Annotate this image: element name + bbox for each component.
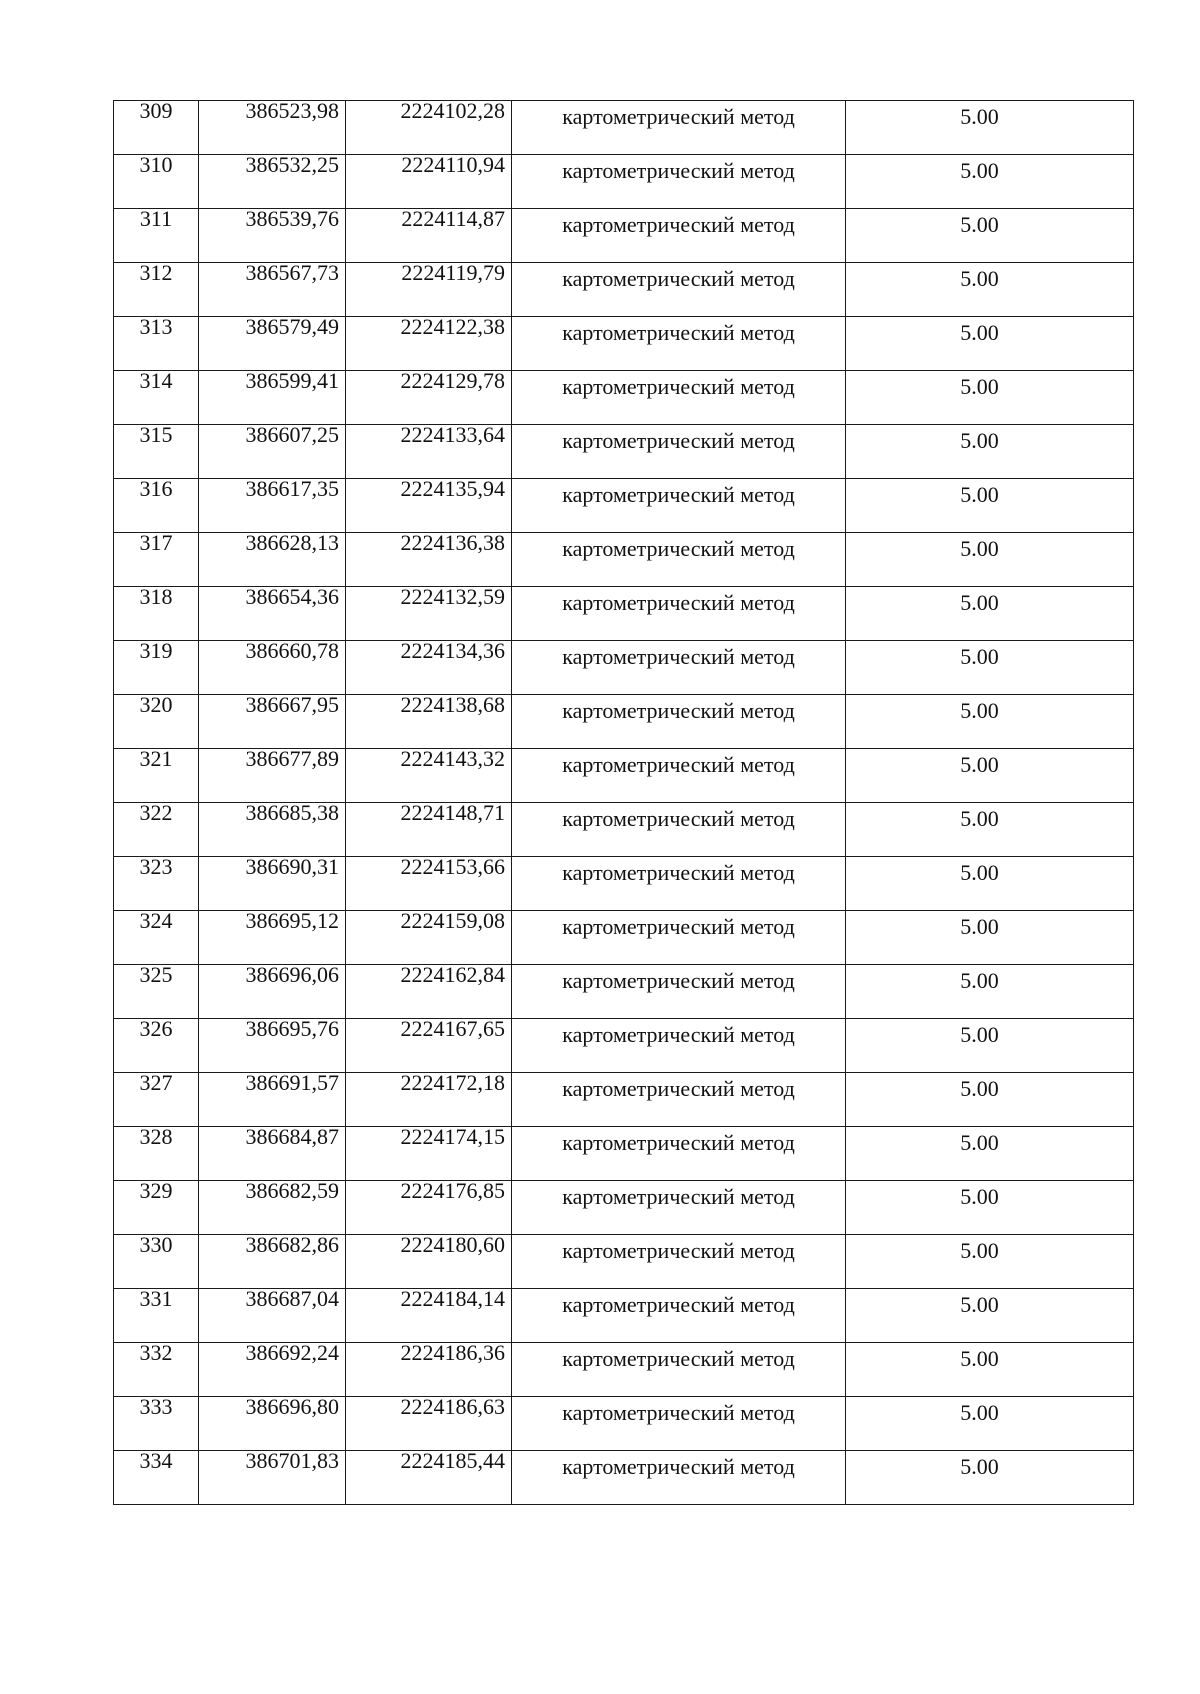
accuracy-value: 5.00: [960, 536, 999, 561]
accuracy-value: 5.00: [960, 1184, 999, 1209]
point-number: 309: [139, 100, 173, 123]
y-coordinate-cell: [346, 1343, 512, 1397]
method-cell: [512, 587, 846, 641]
point-number-cell: [114, 1127, 199, 1181]
y-coordinate-cell: [346, 1235, 512, 1289]
accuracy-cell: [846, 1289, 1134, 1343]
accuracy-cell: [846, 749, 1134, 803]
method-text: картометрический метод: [562, 860, 795, 885]
point-number-cell: [114, 695, 199, 749]
method-text: картометрический метод: [562, 158, 795, 183]
x-coordinate: 386607,25: [245, 424, 339, 447]
point-number-cell: [114, 641, 199, 695]
table-row: [114, 533, 1134, 587]
point-number-cell: [114, 1235, 199, 1289]
y-coordinate: 2224119,79: [401, 262, 505, 285]
y-coordinate-cell: [346, 533, 512, 587]
y-coordinate: 2224133,64: [400, 424, 505, 447]
method-text: картометрический метод: [562, 536, 795, 561]
x-coordinate: 386660,78: [245, 640, 339, 663]
accuracy-cell: [846, 857, 1134, 911]
y-coordinate-cell: [346, 587, 512, 641]
table-row: [114, 965, 1134, 1019]
accuracy-cell: [846, 803, 1134, 857]
y-coordinate-cell: [346, 209, 512, 263]
x-coordinate: 386532,25: [245, 154, 339, 177]
accuracy-value: 5.00: [960, 374, 999, 399]
table-row: [114, 209, 1134, 263]
method-text: картометрический метод: [562, 428, 795, 453]
x-coordinate: 386690,31: [245, 856, 339, 879]
x-coordinate-cell: [199, 263, 346, 317]
accuracy-value: 5.00: [960, 320, 999, 345]
y-coordinate: 2224184,14: [400, 1288, 505, 1311]
method-cell: [512, 479, 846, 533]
x-coordinate-cell: [199, 965, 346, 1019]
x-coordinate: 386695,76: [245, 1018, 339, 1041]
x-coordinate: 386667,95: [245, 694, 339, 717]
y-coordinate: 2224148,71: [400, 802, 505, 825]
y-coordinate: 2224159,08: [400, 910, 505, 933]
y-coordinate: 2224180,60: [400, 1234, 505, 1257]
method-text: картометрический метод: [562, 1292, 795, 1317]
point-number-cell: [114, 1451, 199, 1505]
x-coordinate-cell: [199, 425, 346, 479]
point-number-cell: [114, 965, 199, 1019]
x-coordinate-cell: [199, 533, 346, 587]
table-row: [114, 101, 1134, 155]
point-number-cell: [114, 1181, 199, 1235]
point-number: 324: [139, 910, 173, 933]
accuracy-value: 5.00: [960, 590, 999, 615]
point-number: 326: [139, 1018, 173, 1041]
accuracy-cell: [846, 479, 1134, 533]
table-row: [114, 803, 1134, 857]
table-row: [114, 1235, 1134, 1289]
y-coordinate: 2224186,36: [400, 1342, 505, 1365]
y-coordinate: 2224134,36: [400, 640, 505, 663]
x-coordinate-cell: [199, 1289, 346, 1343]
table-row: [114, 263, 1134, 317]
x-coordinate-cell: [199, 371, 346, 425]
y-coordinate: 2224162,84: [400, 964, 505, 987]
x-coordinate-cell: [199, 155, 346, 209]
x-coordinate: 386654,36: [245, 586, 339, 609]
accuracy-cell: [846, 1127, 1134, 1181]
y-coordinate-cell: [346, 1073, 512, 1127]
y-coordinate: 2224186,63: [400, 1396, 505, 1419]
table-row: [114, 857, 1134, 911]
y-coordinate: 2224135,94: [400, 478, 505, 501]
table-row: [114, 695, 1134, 749]
x-coordinate-cell: [199, 1451, 346, 1505]
coordinates-table: [113, 100, 1134, 1505]
point-number-cell: [114, 911, 199, 965]
y-coordinate: 2224172,18: [400, 1072, 505, 1095]
method-cell: [512, 965, 846, 1019]
point-number: 310: [139, 154, 173, 177]
method-cell: [512, 749, 846, 803]
method-cell: [512, 1343, 846, 1397]
y-coordinate-cell: [346, 1451, 512, 1505]
point-number: 320: [139, 694, 173, 717]
accuracy-value: 5.00: [960, 1346, 999, 1371]
method-text: картометрический метод: [562, 1238, 795, 1263]
method-cell: [512, 1073, 846, 1127]
point-number: 311: [139, 208, 173, 231]
x-coordinate: 386599,41: [245, 370, 339, 393]
y-coordinate: 2224122,38: [400, 316, 505, 339]
y-coordinate: 2224114,87: [401, 208, 505, 231]
table-row: [114, 425, 1134, 479]
table-row: [114, 749, 1134, 803]
accuracy-cell: [846, 209, 1134, 263]
method-cell: [512, 425, 846, 479]
table-row: [114, 1073, 1134, 1127]
y-coordinate-cell: [346, 371, 512, 425]
method-cell: [512, 101, 846, 155]
x-coordinate: 386696,80: [245, 1396, 339, 1419]
x-coordinate: 386567,73: [245, 262, 339, 285]
method-cell: [512, 1235, 846, 1289]
x-coordinate-cell: [199, 641, 346, 695]
point-number: 321: [139, 748, 173, 771]
y-coordinate-cell: [346, 965, 512, 1019]
y-coordinate-cell: [346, 101, 512, 155]
x-coordinate-cell: [199, 857, 346, 911]
table-row: [114, 1127, 1134, 1181]
y-coordinate-cell: [346, 911, 512, 965]
method-cell: [512, 911, 846, 965]
x-coordinate: 386682,59: [245, 1180, 339, 1203]
point-number: 332: [139, 1342, 173, 1365]
x-coordinate-cell: [199, 803, 346, 857]
method-cell: [512, 263, 846, 317]
y-coordinate: 2224153,66: [400, 856, 505, 879]
method-text: картометрический метод: [562, 104, 795, 129]
accuracy-value: 5.00: [960, 644, 999, 669]
accuracy-cell: [846, 1019, 1134, 1073]
method-text: картометрический метод: [562, 590, 795, 615]
x-coordinate-cell: [199, 209, 346, 263]
point-number: 333: [139, 1396, 173, 1419]
accuracy-value: 5.00: [960, 482, 999, 507]
y-coordinate: 2224167,65: [400, 1018, 505, 1041]
method-text: картометрический метод: [562, 1184, 795, 1209]
table-row: [114, 1019, 1134, 1073]
point-number: 318: [139, 586, 173, 609]
method-text: картометрический метод: [562, 914, 795, 939]
method-text: картометрический метод: [562, 212, 795, 237]
x-coordinate-cell: [199, 101, 346, 155]
point-number: 319: [139, 640, 173, 663]
y-coordinate-cell: [346, 695, 512, 749]
y-coordinate: 2224102,28: [400, 100, 505, 123]
y-coordinate: 2224110,94: [401, 154, 505, 177]
y-coordinate-cell: [346, 1127, 512, 1181]
accuracy-value: 5.00: [960, 752, 999, 777]
point-number: 328: [139, 1126, 173, 1149]
accuracy-value: 5.00: [960, 1076, 999, 1101]
accuracy-value: 5.00: [960, 806, 999, 831]
y-coordinate-cell: [346, 263, 512, 317]
method-text: картометрический метод: [562, 1400, 795, 1425]
point-number: 329: [139, 1180, 173, 1203]
y-coordinate-cell: [346, 857, 512, 911]
x-coordinate-cell: [199, 695, 346, 749]
method-cell: [512, 1451, 846, 1505]
y-coordinate: 2224176,85: [400, 1180, 505, 1203]
y-coordinate: 2224185,44: [400, 1450, 505, 1473]
method-text: картометрический метод: [562, 1076, 795, 1101]
accuracy-cell: [846, 695, 1134, 749]
x-coordinate: 386685,38: [245, 802, 339, 825]
x-coordinate-cell: [199, 1073, 346, 1127]
point-number-cell: [114, 209, 199, 263]
table-row: [114, 587, 1134, 641]
x-coordinate-cell: [199, 749, 346, 803]
x-coordinate: 386539,76: [245, 208, 339, 231]
method-text: картометрический метод: [562, 320, 795, 345]
y-coordinate-cell: [346, 1289, 512, 1343]
accuracy-cell: [846, 1397, 1134, 1451]
point-number-cell: [114, 857, 199, 911]
accuracy-value: 5.00: [960, 1130, 999, 1155]
accuracy-cell: [846, 425, 1134, 479]
point-number-cell: [114, 749, 199, 803]
table-row: [114, 1397, 1134, 1451]
y-coordinate-cell: [346, 641, 512, 695]
accuracy-value: 5.00: [960, 698, 999, 723]
accuracy-value: 5.00: [960, 212, 999, 237]
method-cell: [512, 1181, 846, 1235]
point-number: 312: [139, 262, 173, 285]
table-row: [114, 911, 1134, 965]
method-cell: [512, 1019, 846, 1073]
x-coordinate-cell: [199, 911, 346, 965]
point-number-cell: [114, 1073, 199, 1127]
point-number: 316: [139, 478, 173, 501]
method-text: картометрический метод: [562, 752, 795, 777]
coordinates-table-body: [114, 101, 1134, 1505]
y-coordinate-cell: [346, 425, 512, 479]
method-cell: [512, 1127, 846, 1181]
method-cell: [512, 317, 846, 371]
accuracy-value: 5.00: [960, 914, 999, 939]
table-row: [114, 479, 1134, 533]
point-number-cell: [114, 371, 199, 425]
method-cell: [512, 857, 846, 911]
accuracy-cell: [846, 317, 1134, 371]
table-row: [114, 641, 1134, 695]
x-coordinate-cell: [199, 1235, 346, 1289]
point-number-cell: [114, 803, 199, 857]
point-number: 315: [139, 424, 173, 447]
table-row: [114, 371, 1134, 425]
accuracy-value: 5.00: [960, 860, 999, 885]
point-number: 323: [139, 856, 173, 879]
x-coordinate: 386677,89: [245, 748, 339, 771]
x-coordinate: 386682,86: [245, 1234, 339, 1257]
point-number-cell: [114, 1343, 199, 1397]
accuracy-value: 5.00: [960, 104, 999, 129]
accuracy-cell: [846, 533, 1134, 587]
accuracy-cell: [846, 263, 1134, 317]
x-coordinate: 386701,83: [245, 1450, 339, 1473]
method-cell: [512, 803, 846, 857]
accuracy-cell: [846, 1073, 1134, 1127]
accuracy-cell: [846, 155, 1134, 209]
accuracy-value: 5.00: [960, 1454, 999, 1479]
point-number: 314: [139, 370, 173, 393]
accuracy-cell: [846, 587, 1134, 641]
y-coordinate: 2224143,32: [400, 748, 505, 771]
x-coordinate-cell: [199, 479, 346, 533]
point-number-cell: [114, 317, 199, 371]
accuracy-cell: [846, 1451, 1134, 1505]
accuracy-value: 5.00: [960, 1022, 999, 1047]
y-coordinate-cell: [346, 1181, 512, 1235]
point-number: 325: [139, 964, 173, 987]
x-coordinate-cell: [199, 1019, 346, 1073]
x-coordinate-cell: [199, 1343, 346, 1397]
accuracy-value: 5.00: [960, 1238, 999, 1263]
y-coordinate: 2224138,68: [400, 694, 505, 717]
x-coordinate: 386687,04: [245, 1288, 339, 1311]
point-number-cell: [114, 101, 199, 155]
y-coordinate-cell: [346, 479, 512, 533]
x-coordinate: 386696,06: [245, 964, 339, 987]
y-coordinate: 2224129,78: [400, 370, 505, 393]
method-text: картометрический метод: [562, 968, 795, 993]
method-text: картометрический метод: [562, 374, 795, 399]
point-number-cell: [114, 1019, 199, 1073]
method-cell: [512, 695, 846, 749]
x-coordinate-cell: [199, 587, 346, 641]
point-number-cell: [114, 425, 199, 479]
y-coordinate: 2224136,38: [400, 532, 505, 555]
method-text: картометрический метод: [562, 482, 795, 507]
table-row: [114, 1181, 1134, 1235]
accuracy-cell: [846, 371, 1134, 425]
point-number-cell: [114, 533, 199, 587]
accuracy-value: 5.00: [960, 1292, 999, 1317]
accuracy-cell: [846, 965, 1134, 1019]
method-text: картометрический метод: [562, 698, 795, 723]
table-row: [114, 1451, 1134, 1505]
x-coordinate-cell: [199, 1127, 346, 1181]
point-number: 331: [139, 1288, 173, 1311]
y-coordinate-cell: [346, 749, 512, 803]
method-cell: [512, 1397, 846, 1451]
point-number-cell: [114, 1397, 199, 1451]
method-text: картометрический метод: [562, 1022, 795, 1047]
point-number-cell: [114, 155, 199, 209]
accuracy-cell: [846, 641, 1134, 695]
method-cell: [512, 533, 846, 587]
method-cell: [512, 371, 846, 425]
y-coordinate-cell: [346, 317, 512, 371]
accuracy-cell: [846, 911, 1134, 965]
accuracy-value: 5.00: [960, 158, 999, 183]
table-row: [114, 1289, 1134, 1343]
point-number: 313: [139, 316, 173, 339]
x-coordinate: 386579,49: [245, 316, 339, 339]
x-coordinate: 386628,13: [245, 532, 339, 555]
method-text: картометрический метод: [562, 644, 795, 669]
point-number-cell: [114, 1289, 199, 1343]
point-number: 317: [139, 532, 173, 555]
x-coordinate: 386523,98: [245, 100, 339, 123]
method-text: картометрический метод: [562, 1454, 795, 1479]
method-cell: [512, 641, 846, 695]
method-cell: [512, 1289, 846, 1343]
y-coordinate-cell: [346, 1019, 512, 1073]
accuracy-cell: [846, 1343, 1134, 1397]
x-coordinate-cell: [199, 1181, 346, 1235]
accuracy-value: 5.00: [960, 266, 999, 291]
method-text: картометрический метод: [562, 806, 795, 831]
accuracy-cell: [846, 1181, 1134, 1235]
accuracy-cell: [846, 1235, 1134, 1289]
x-coordinate-cell: [199, 317, 346, 371]
accuracy-value: 5.00: [960, 968, 999, 993]
point-number-cell: [114, 479, 199, 533]
accuracy-cell: [846, 101, 1134, 155]
x-coordinate-cell: [199, 1397, 346, 1451]
method-text: картометрический метод: [562, 266, 795, 291]
table-row: [114, 155, 1134, 209]
y-coordinate-cell: [346, 1397, 512, 1451]
point-number: 322: [139, 802, 173, 825]
y-coordinate: 2224132,59: [400, 586, 505, 609]
table-row: [114, 1343, 1134, 1397]
y-coordinate: 2224174,15: [400, 1126, 505, 1149]
method-cell: [512, 209, 846, 263]
method-text: картометрический метод: [562, 1130, 795, 1155]
y-coordinate-cell: [346, 803, 512, 857]
table-row: [114, 317, 1134, 371]
point-number-cell: [114, 587, 199, 641]
method-cell: [512, 155, 846, 209]
point-number: 330: [139, 1234, 173, 1257]
point-number: 334: [139, 1450, 173, 1473]
y-coordinate-cell: [346, 155, 512, 209]
x-coordinate: 386617,35: [245, 478, 339, 501]
x-coordinate: 386695,12: [245, 910, 339, 933]
method-text: картометрический метод: [562, 1346, 795, 1371]
point-number: 327: [139, 1072, 173, 1095]
x-coordinate: 386691,57: [245, 1072, 339, 1095]
x-coordinate: 386692,24: [245, 1342, 339, 1365]
accuracy-value: 5.00: [960, 1400, 999, 1425]
accuracy-value: 5.00: [960, 428, 999, 453]
point-number-cell: [114, 263, 199, 317]
x-coordinate: 386684,87: [245, 1126, 339, 1149]
